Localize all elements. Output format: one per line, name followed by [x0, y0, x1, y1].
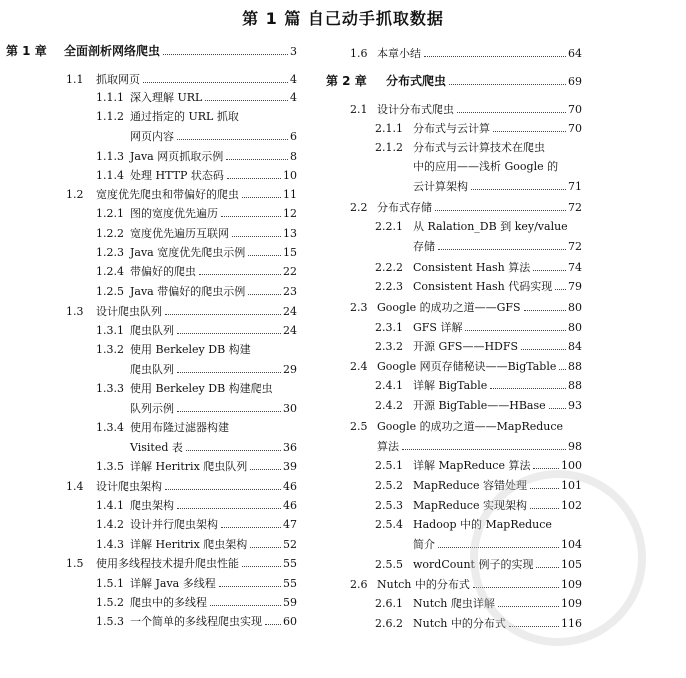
- toc-entry-title: Nutch 爬虫详解: [413, 597, 495, 610]
- toc-entry-number: 2.6: [350, 578, 368, 591]
- toc-entry[interactable]: [375, 518, 582, 532]
- toc-entry-page: 10: [283, 169, 297, 182]
- toc-leader-dots: [232, 236, 281, 237]
- toc-entry-title: 图的宽度优先遍历: [130, 207, 218, 220]
- toc-entry[interactable]: [350, 47, 582, 61]
- toc-entry-page: 4: [290, 73, 297, 86]
- toc-entry-number: 2.4: [350, 360, 368, 373]
- toc-leader-dots: [177, 372, 281, 373]
- toc-entry-title: 详解 Java 多线程: [130, 577, 216, 590]
- toc-entry-page: 36: [283, 441, 297, 454]
- toc-leader-dots: [177, 411, 281, 412]
- toc-leader-dots: [227, 178, 281, 179]
- toc-entry[interactable]: [130, 363, 297, 377]
- toc-leader-dots: [509, 626, 559, 627]
- toc-entry-number: 1.2.2: [96, 227, 124, 240]
- toc-entry-number: 2.6.2: [375, 617, 403, 630]
- toc-entry-title: 详解 MapReduce 算法: [413, 459, 531, 472]
- toc-entry[interactable]: [413, 240, 582, 254]
- toc-entry-page: 60: [283, 615, 297, 628]
- toc-entry-page: 74: [568, 261, 582, 274]
- toc-entry[interactable]: [350, 578, 582, 592]
- toc-entry[interactable]: [96, 499, 297, 513]
- toc-entry-number: 1.3.3: [96, 382, 124, 395]
- toc-entry-number: 1.3.1: [96, 324, 124, 337]
- toc-entry-page: 98: [568, 440, 582, 453]
- toc-entry[interactable]: [96, 150, 297, 164]
- toc-entry-number: 1.3: [66, 305, 84, 318]
- toc-leader-dots: [530, 508, 559, 509]
- toc-entry-number: 1.5.3: [96, 615, 124, 628]
- toc-entry-page: 3: [290, 45, 297, 58]
- toc-entry[interactable]: [6, 44, 297, 59]
- toc-entry-title: 分布式存储: [377, 201, 432, 214]
- toc-entry-number: 1.5.2: [96, 596, 124, 609]
- toc-entry[interactable]: [377, 440, 582, 454]
- toc-entry-number: 第 2 章: [326, 74, 367, 88]
- toc-entry-number: 1.4: [66, 480, 84, 493]
- toc-leader-dots: [465, 330, 566, 331]
- toc-entry-page: 15: [283, 246, 297, 259]
- toc-entry-title: Google 的成功之道——MapReduce: [377, 420, 564, 433]
- toc-entry-number: 第 1 章: [6, 44, 47, 58]
- toc-leader-dots: [424, 56, 566, 57]
- toc-leader-dots: [490, 388, 566, 389]
- toc-entry-title: 算法: [377, 440, 399, 453]
- toc-entry-number: 2.5.1: [375, 459, 403, 472]
- toc-entry[interactable]: [66, 557, 297, 571]
- toc-entry-title: 存储: [413, 240, 435, 253]
- toc-entry[interactable]: [96, 382, 297, 396]
- toc-entry-title: 宽度优先爬虫和带偏好的爬虫: [96, 188, 239, 201]
- toc-entry-title: 中的应用——浅析 Google 的: [413, 160, 559, 173]
- toc-entry[interactable]: [66, 188, 297, 202]
- toc-entry[interactable]: [375, 459, 582, 473]
- toc-entry-title: 云计算架构: [413, 180, 468, 193]
- toc-entry[interactable]: [96, 91, 297, 105]
- toc-entry-title: 详解 Heritrix 爬虫队列: [130, 460, 248, 473]
- toc-leader-dots: [521, 349, 566, 350]
- toc-entry-title: 一个简单的多线程爬虫实现: [130, 615, 262, 628]
- toc-leader-dots: [530, 488, 559, 489]
- toc-entry[interactable]: [375, 558, 582, 572]
- toc-entry-page: 46: [283, 499, 297, 512]
- toc-leader-dots: [226, 159, 288, 160]
- toc-entry-title: 使用 Berkeley DB 构建: [130, 343, 251, 356]
- toc-entry-number: 2.5.2: [375, 479, 403, 492]
- toc-entry-title: 分布式与云计算技术在爬虫: [413, 141, 545, 154]
- toc-entry[interactable]: [96, 343, 297, 357]
- toc-entry-title: 处理 HTTP 状态码: [130, 169, 224, 182]
- toc-entry-page: 70: [568, 103, 582, 116]
- toc-entry-title: 全面剖析网络爬虫: [64, 44, 161, 58]
- toc-entry-page: 13: [283, 227, 297, 240]
- toc-entry[interactable]: [375, 399, 582, 413]
- toc-entry[interactable]: [375, 220, 582, 234]
- toc-entry-title: 使用多线程技术提升爬虫性能: [96, 557, 239, 570]
- toc-entry[interactable]: [413, 160, 582, 174]
- toc-entry-page: 59: [283, 596, 297, 609]
- toc-entry-title: 设计爬虫队列: [96, 305, 162, 318]
- toc-entry-title: 深入理解 URL: [130, 91, 203, 104]
- toc-entry[interactable]: [375, 122, 582, 136]
- toc-entry-title: GFS 详解: [413, 321, 463, 334]
- toc-entry[interactable]: [350, 103, 582, 117]
- toc-leader-dots: [165, 489, 281, 490]
- toc-entry-number: 1.2.5: [96, 285, 124, 298]
- toc-leader-dots: [402, 449, 566, 450]
- toc-entry-title: 本章小结: [377, 47, 421, 60]
- toc-entry-title: 开源 GFS——HDFS: [413, 340, 519, 353]
- toc-entry-title: 爬虫队列: [130, 363, 174, 376]
- toc-entry-number: 1.1.2: [96, 110, 124, 123]
- toc-entry-title: Google 的成功之道——GFS: [377, 301, 521, 314]
- toc-entry-number: 2.5.5: [375, 558, 403, 571]
- toc-entry[interactable]: [96, 421, 297, 435]
- toc-leader-dots: [177, 508, 281, 509]
- toc-entry-number: 2.5.4: [375, 518, 403, 531]
- toc-entry-number: 2.2.3: [375, 280, 403, 293]
- toc-entry[interactable]: [96, 246, 297, 260]
- toc-entry-number: 2.3.1: [375, 321, 403, 334]
- toc-entry[interactable]: [326, 74, 582, 89]
- toc-entry-title: Java 网页抓取示例: [130, 150, 224, 163]
- toc-entry-title: 抓取网页: [96, 73, 140, 86]
- toc-entry-page: 70: [568, 122, 582, 135]
- toc-entry-page: 12: [283, 207, 297, 220]
- toc-entry[interactable]: [375, 379, 582, 393]
- toc-entry-page: 30: [283, 402, 297, 415]
- toc-leader-dots: [473, 587, 559, 588]
- toc-entry[interactable]: [130, 402, 297, 416]
- toc-entry[interactable]: [96, 615, 297, 629]
- toc-entry[interactable]: [375, 479, 582, 493]
- toc-entry-number: 1.6: [350, 47, 368, 60]
- toc-entry-page: 6: [290, 130, 297, 143]
- toc-leader-dots: [559, 369, 566, 370]
- toc-leader-dots: [524, 310, 566, 311]
- toc-entry-number: 1.1: [66, 73, 84, 86]
- toc-entry-title: Nutch 中的分布式: [377, 578, 470, 591]
- toc-leader-dots: [533, 468, 559, 469]
- toc-leader-dots: [165, 314, 281, 315]
- toc-entry[interactable]: [375, 597, 582, 611]
- toc-leader-dots: [242, 566, 281, 567]
- toc-entry-page: 8: [290, 150, 297, 163]
- toc-entry[interactable]: [66, 73, 297, 87]
- toc-entry-number: 1.1.1: [96, 91, 124, 104]
- toc-entry-title: 爬虫架构: [130, 499, 174, 512]
- toc-entry-title: 爬虫中的多线程: [130, 596, 207, 609]
- toc-entry-title: wordCount 例子的实现: [413, 558, 534, 571]
- toc-entry[interactable]: [130, 441, 297, 455]
- toc-entry-title: 宽度优先遍历互联网: [130, 227, 229, 240]
- toc-leader-dots: [205, 100, 288, 101]
- toc-entry-title: 详解 Heritrix 爬虫架构: [130, 538, 248, 551]
- toc-leader-dots: [186, 450, 281, 451]
- toc-leader-dots: [549, 408, 566, 409]
- toc-leader-dots: [493, 131, 566, 132]
- toc-entry-title: Hadoop 中的 MapReduce: [413, 518, 552, 531]
- toc-entry[interactable]: [96, 265, 297, 279]
- toc-entry[interactable]: [375, 340, 582, 354]
- toc-entry[interactable]: [96, 207, 297, 221]
- toc-leader-dots: [199, 274, 281, 275]
- toc-entry-title: 带偏好的爬虫: [130, 265, 196, 278]
- toc-leader-dots: [435, 210, 566, 211]
- toc-entry-number: 1.5: [66, 557, 84, 570]
- toc-entry[interactable]: [350, 301, 582, 315]
- toc-entry-number: 1.4.2: [96, 518, 124, 531]
- toc-entry-title: 网页内容: [130, 130, 174, 143]
- toc-leader-dots: [221, 216, 281, 217]
- toc-leader-dots: [555, 289, 566, 290]
- toc-leader-dots: [143, 82, 288, 83]
- toc-entry-title: MapReduce 实现架构: [413, 499, 527, 512]
- toc-entry[interactable]: [375, 141, 582, 155]
- toc-entry-number: 2.4.1: [375, 379, 403, 392]
- toc-entry-title: Google 网页存储秘诀——BigTable: [377, 360, 557, 373]
- toc-entry-number: 2.1.1: [375, 122, 403, 135]
- toc-entry-page: 102: [561, 499, 582, 512]
- toc-entry-number: 2.5.3: [375, 499, 403, 512]
- toc-entry-page: 47: [283, 518, 297, 531]
- toc-entry-page: 80: [568, 301, 582, 314]
- toc-entry-page: 24: [283, 305, 297, 318]
- toc-leader-dots: [471, 189, 566, 190]
- toc-entry-page: 79: [568, 280, 582, 293]
- toc-entry-number: 1.3.2: [96, 343, 124, 356]
- toc-entry[interactable]: [350, 360, 582, 374]
- toc-entry-number: 1.2.1: [96, 207, 124, 220]
- toc-entry-number: 1.4.3: [96, 538, 124, 551]
- toc-leader-dots: [536, 567, 559, 568]
- toc-leader-dots: [250, 469, 281, 470]
- toc-entry-title: Java 带偏好的爬虫示例: [130, 285, 246, 298]
- toc-entry[interactable]: [66, 305, 297, 319]
- toc-entry-page: 29: [283, 363, 297, 376]
- toc-entry-title: Consistent Hash 算法: [413, 261, 531, 274]
- toc-entry-page: 100: [561, 459, 582, 472]
- toc-entry-page: 105: [561, 558, 582, 571]
- toc-entry[interactable]: [350, 201, 582, 215]
- toc-entry-page: 39: [283, 460, 297, 473]
- toc-entry-title: 详解 BigTable: [413, 379, 488, 392]
- toc-entry-title: 使用布隆过滤器构建: [130, 421, 229, 434]
- toc-entry-title: 从 Ralation_DB 到 key/value: [413, 220, 568, 233]
- toc-entry-title: Consistent Hash 代码实现: [413, 280, 553, 293]
- toc-entry-page: 46: [283, 480, 297, 493]
- toc-entry-title: 分布式爬虫: [386, 74, 447, 88]
- toc-entry-number: 1.2: [66, 188, 84, 201]
- toc-entry-page: 93: [568, 399, 582, 412]
- toc-entry[interactable]: [413, 538, 582, 552]
- toc-entry[interactable]: [96, 518, 297, 532]
- toc-entry[interactable]: [375, 499, 582, 513]
- toc-leader-dots: [210, 605, 281, 606]
- toc-entry[interactable]: [375, 617, 582, 631]
- toc-entry-title: 通过指定的 URL 抓取: [130, 110, 239, 123]
- toc-entry-title: Java 宽度优先爬虫示例: [130, 246, 246, 259]
- toc-entry-title: Visited 表: [130, 441, 183, 454]
- toc-entry-page: 52: [283, 538, 297, 551]
- toc-entry[interactable]: [96, 577, 297, 591]
- toc-entry[interactable]: [350, 420, 582, 434]
- toc-entry-page: 72: [568, 201, 582, 214]
- part-title: 第 1 篇 自己动手抓取数据: [242, 9, 444, 28]
- toc-entry[interactable]: [66, 480, 297, 494]
- toc-entry-number: 2.2.2: [375, 261, 403, 274]
- toc-entry-title: 爬虫队列: [130, 324, 174, 337]
- toc-leader-dots: [177, 333, 281, 334]
- toc-entry[interactable]: [96, 227, 297, 241]
- toc-entry-page: 72: [568, 240, 582, 253]
- toc-entry-number: 1.1.3: [96, 150, 124, 163]
- toc-entry-number: 1.3.5: [96, 460, 124, 473]
- toc-entry-page: 55: [283, 577, 297, 590]
- toc-entry-page: 23: [283, 285, 297, 298]
- toc-entry-number: 1.2.4: [96, 265, 124, 278]
- toc-entry-title: 简介: [413, 538, 435, 551]
- toc-leader-dots: [449, 84, 566, 85]
- toc-entry-title: 使用 Berkeley DB 构建爬虫: [130, 382, 273, 395]
- toc-entry-number: 2.3: [350, 301, 368, 314]
- toc-entry[interactable]: [96, 110, 297, 124]
- toc-entry-title: 设计分布式爬虫: [377, 103, 454, 116]
- toc-entry-number: 2.2: [350, 201, 368, 214]
- toc-entry-number: 1.3.4: [96, 421, 124, 434]
- toc-leader-dots: [219, 586, 281, 587]
- toc-entry-page: 84: [568, 340, 582, 353]
- toc-entry-page: 109: [561, 578, 582, 591]
- toc-entry-title: 设计爬虫架构: [96, 480, 162, 493]
- toc-entry-page: 24: [283, 324, 297, 337]
- toc-entry-title: 分布式与云计算: [413, 122, 490, 135]
- toc-entry-page: 109: [561, 597, 582, 610]
- toc-leader-dots: [221, 527, 281, 528]
- toc-entry-page: 22: [283, 265, 297, 278]
- toc-leader-dots: [242, 197, 281, 198]
- toc-leader-dots: [438, 547, 559, 548]
- toc-leader-dots: [438, 249, 566, 250]
- toc-entry-number: 2.1.2: [375, 141, 403, 154]
- toc-entry-page: 88: [568, 379, 582, 392]
- toc-entry-page: 88: [568, 360, 582, 373]
- toc-entry-number: 2.3.2: [375, 340, 403, 353]
- toc-entry[interactable]: [96, 169, 297, 183]
- toc-entry-page: 116: [561, 617, 582, 630]
- toc-entry-number: 1.2.3: [96, 246, 124, 259]
- toc-entry-number: 1.5.1: [96, 577, 124, 590]
- toc-leader-dots: [248, 255, 281, 256]
- toc-entry-title: MapReduce 容错处理: [413, 479, 527, 492]
- toc-entry-page: 104: [561, 538, 582, 551]
- toc-leader-dots: [533, 270, 566, 271]
- toc-entry-number: 2.5: [350, 420, 368, 433]
- toc-entry-page: 69: [568, 75, 582, 88]
- toc-entry[interactable]: [375, 261, 582, 275]
- toc-entry-title: 队列示例: [130, 402, 174, 415]
- toc-entry-number: 1.4.1: [96, 499, 124, 512]
- toc-entry[interactable]: [413, 180, 582, 194]
- toc-entry-number: 2.2.1: [375, 220, 403, 233]
- toc-entry[interactable]: [96, 596, 297, 610]
- toc-entry-page: 101: [561, 479, 582, 492]
- toc-entry-title: 设计并行爬虫架构: [130, 518, 218, 531]
- toc-entry-page: 64: [568, 47, 582, 60]
- toc-leader-dots: [250, 547, 281, 548]
- toc-entry[interactable]: [96, 460, 297, 474]
- toc-leader-dots: [163, 54, 288, 55]
- toc-entry[interactable]: [96, 285, 297, 299]
- toc-entry-number: 2.1: [350, 103, 368, 116]
- toc-leader-dots: [177, 139, 288, 140]
- toc-entry-page: 55: [283, 557, 297, 570]
- toc-entry[interactable]: [375, 321, 582, 335]
- toc-leader-dots: [248, 294, 281, 295]
- toc-entry-page: 11: [283, 188, 297, 201]
- toc-entry-title: 开源 BigTable——HBase: [413, 399, 546, 412]
- toc-entry-number: 2.6.1: [375, 597, 403, 610]
- toc-entry-number: 2.4.2: [375, 399, 403, 412]
- toc-leader-dots: [498, 606, 559, 607]
- toc-leader-dots: [457, 112, 566, 113]
- toc-entry[interactable]: [96, 324, 297, 338]
- toc-entry-number: 1.1.4: [96, 169, 124, 182]
- toc-entry-page: 71: [568, 180, 582, 193]
- toc-entry[interactable]: [375, 280, 582, 294]
- toc-entry[interactable]: [130, 130, 297, 144]
- toc-leader-dots: [265, 624, 281, 625]
- toc-entry-page: 4: [290, 91, 297, 104]
- toc-entry-title: Nutch 中的分布式: [413, 617, 506, 630]
- toc-entry[interactable]: [96, 538, 297, 552]
- toc-entry-page: 80: [568, 321, 582, 334]
